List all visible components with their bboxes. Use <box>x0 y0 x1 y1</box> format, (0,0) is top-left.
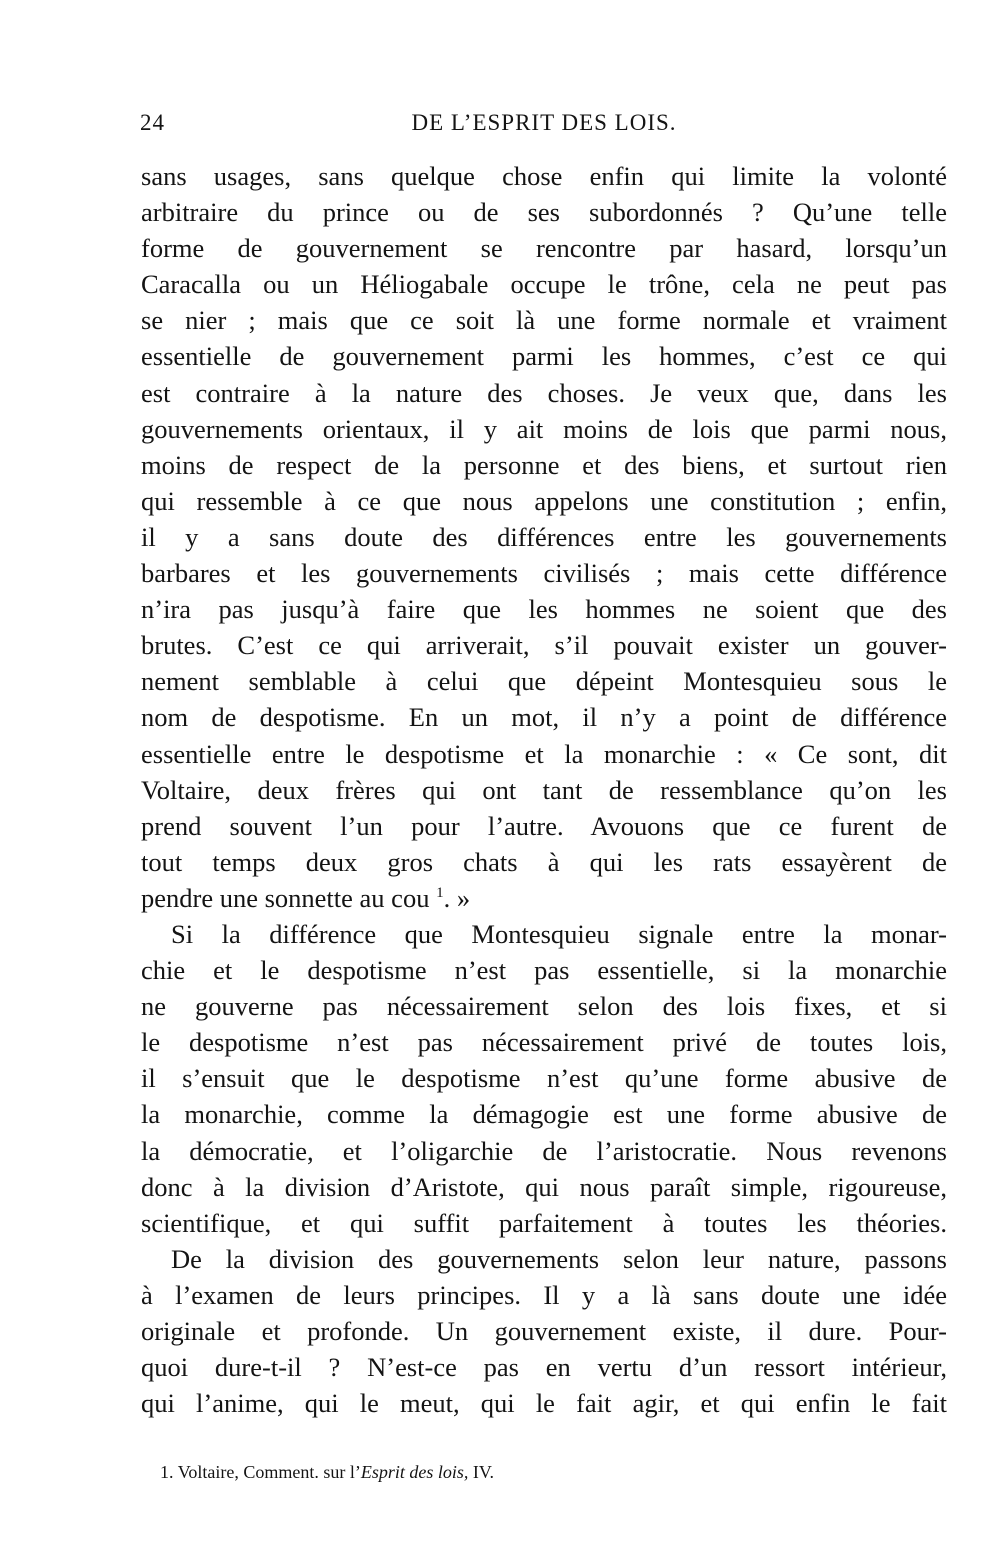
text-line-paragraph-end <box>141 880 947 916</box>
text-line-content: pendre une sonnette au cou <box>141 882 430 913</box>
text-line: sans usages, sans quelque chose enfin qui limite la volonté <box>141 161 947 191</box>
text-line: la monarchie, comme la démagogie est une forme abusive de <box>141 1099 947 1130</box>
footnote-italic-title: Esprit des lois, <box>360 1462 469 1482</box>
footnote-text: Voltaire, Comment. sur l’ <box>177 1462 361 1482</box>
text-line: prend souvent l’un pour l’autre. Avouons que ce furent de <box>141 810 947 841</box>
footnote-citation: IV. <box>472 1462 495 1482</box>
text-line: la démocratie, et l’oligarchie de l’aristocratie. Nous revenons <box>141 1135 947 1166</box>
page-number: 24 <box>140 110 165 135</box>
running-title: DE L’ESPRIT DES LOIS. <box>411 110 677 135</box>
text-line: originale et profonde. Un gouvernement existe, il dure. Pour- <box>141 1316 947 1346</box>
text-line: n’ira pas jusqu’à faire que les hommes ne soient que des <box>141 594 947 625</box>
footnote-number: 1. <box>160 1462 174 1482</box>
text-line: moins de respect de la personne et des biens, et surtout rien <box>141 449 947 480</box>
text-line: qui ressemble à ce que nous appelons une constitution ; enfin, <box>141 485 947 516</box>
text-line: il y a sans doute des différences entre les gouvernements <box>141 521 947 552</box>
text-line: qui l’anime, qui le meut, qui le fait agir, et qui enfin le fait <box>141 1388 947 1419</box>
text-line: arbitraire du prince ou de ses subordonnés ? Qu’une telle <box>141 197 947 228</box>
text-line: il s’ensuit que le despotisme n’est qu’une forme abusive de <box>141 1063 947 1094</box>
body-text <box>141 158 947 1421</box>
text-line: le despotisme n’est pas nécessairement privé de toutes lois, <box>141 1027 947 1058</box>
text-line: se nier ; mais que ce soit là une forme normale et vraiment <box>141 305 947 336</box>
text-line: forme de gouvernement se rencontre par hasard, lorsqu’un <box>141 233 947 264</box>
text-line-paragraph-start: Si la différence que Montesquieu signale entre la monar- <box>171 918 947 949</box>
text-line: gouvernements orientaux, il y ait moins de lois que parmi nous, <box>141 413 947 444</box>
text-line: nement semblable à celui que dépeint Montesquieu sous le <box>141 666 947 697</box>
text-line: Caracalla ou un Héliogabale occupe le trône, cela ne peut pas <box>141 269 947 300</box>
text-line: donc à la division d’Aristote, qui nous paraît simple, rigoureuse, <box>141 1171 947 1202</box>
text-line: scientifique, et qui suffit parfaitement à toutes les théories. <box>141 1207 947 1238</box>
text-line: essentielle de gouvernement parmi les hommes, c’est ce qui <box>141 341 947 372</box>
text-line: barbares et les gouvernements civilisés ; mais cette différence <box>141 558 947 589</box>
text-line: à l’examen de leurs principes. Il y a là sans doute une idée <box>141 1279 947 1310</box>
text-line: Voltaire, deux frères qui ont tant de ressemblance qu’on les <box>141 774 947 805</box>
footnote-reference: 1 <box>436 885 444 902</box>
text-line: tout temps deux gros chats à qui les rats essayèrent de <box>141 846 947 877</box>
text-line: est contraire à la nature des choses. Je veux que, dans les <box>141 377 947 408</box>
text-line: ne gouverne pas nécessairement selon des lois fixes, et si <box>141 991 947 1022</box>
quote-close: . » <box>443 882 471 913</box>
text-line: quoi dure-t-il ? N’est-ce pas en vertu d’un ressort intérieur, <box>141 1352 947 1383</box>
text-line: essentielle entre le despotisme et la monarchie : « Ce sont, dit <box>141 738 947 769</box>
text-line-paragraph-start: De la division des gouvernements selon leur nature, passons <box>171 1243 947 1274</box>
text-line: nom de despotisme. En un mot, il n’y a point de différence <box>141 702 947 733</box>
text-line: chie et le despotisme n’est pas essentielle, si la monarchie <box>141 955 947 986</box>
text-line: brutes. C’est ce qui arriverait, s’il pouvait exister un gouver- <box>141 630 947 661</box>
page-header <box>140 110 948 146</box>
footnote <box>160 1462 494 1483</box>
